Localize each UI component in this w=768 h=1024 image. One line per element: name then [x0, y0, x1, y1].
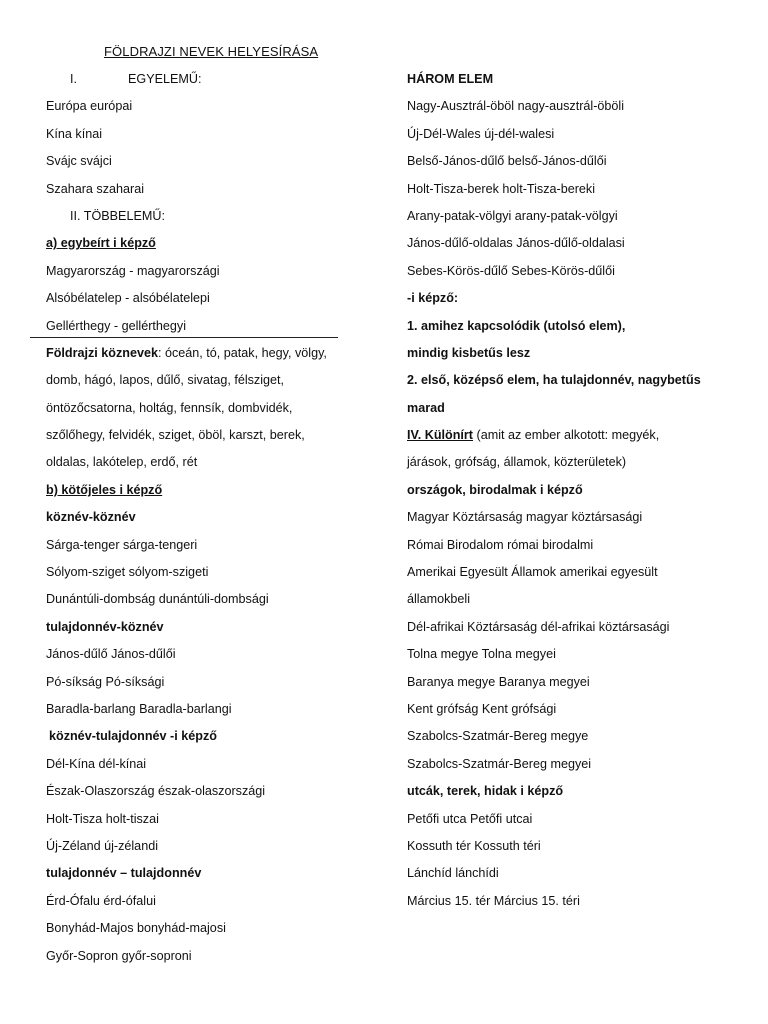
list-item: Svájc svájci	[46, 154, 112, 169]
list-item: Gellérthegy - gellérthegyi	[46, 318, 187, 333]
koznevek-line	[46, 340, 338, 367]
list-item: Érd-Ófalu érd-ófalui	[46, 893, 156, 908]
section-4-line	[407, 422, 727, 449]
list-item: Arany-patak-völgyi arany-patak-völgyi	[407, 208, 618, 223]
list-item: Dél-Kína dél-kínai	[46, 756, 147, 771]
list-item: Tolna megye Tolna megyei	[407, 647, 556, 662]
group-heading: köznév-tulajdonnév -i képző	[49, 729, 217, 744]
rule-1-continued: mindig kisbetűs lesz	[407, 345, 531, 360]
list-item: Új-Zéland új-zélandi	[46, 838, 158, 853]
section-1-number: I.	[70, 72, 77, 86]
right-column	[407, 66, 727, 915]
list-item: Kent grófság Kent grófsági	[407, 701, 557, 716]
list-item: Szabolcs-Szatmár-Bereg megye	[407, 729, 589, 744]
koznevek-line: domb, hágó, lapos, dűlő, sivatag, félsziget,	[46, 373, 285, 388]
group-heading: tulajdonnév-köznév	[46, 619, 164, 634]
list-item: Sólyom-sziget sólyom-szigeti	[46, 565, 209, 580]
list-item: Bonyhád-Majos bonyhád-majosi	[46, 921, 226, 936]
left-column	[46, 66, 338, 970]
list-item: Kossuth tér Kossuth téri	[407, 838, 541, 853]
list-item: Amerikai Egyesült Államok amerikai egyesült	[407, 565, 658, 580]
list-item: Szabolcs-Szatmár-Bereg megyei	[407, 756, 592, 771]
document-title: FÖLDRAJZI NEVEK HELYESÍRÁSA	[104, 44, 319, 59]
koznevek-line: oldalas, lakótelep, erdő, rét	[46, 455, 198, 470]
list-item: Sebes-Körös-dűlő Sebes-Körös-dűlői	[407, 263, 615, 278]
group-heading: köznév-köznév	[46, 510, 136, 525]
list-item: Sárga-tenger sárga-tengeri	[46, 537, 198, 552]
list-item: Magyarország - magyarországi	[46, 263, 220, 278]
koznevek-text: : óceán, tó, patak, hegy, völgy,	[157, 345, 327, 360]
subsection-b-heading: b) kötőjeles i képző	[46, 482, 163, 497]
section-4-text: (amit az ember alkotott: megyék,	[473, 428, 660, 443]
rule-2: 2. első, középső elem, ha tulajdonnév, nagybetűs	[407, 373, 701, 388]
list-item: János-dűlő-oldalas János-dűlő-oldalasi	[407, 236, 625, 251]
list-item: Március 15. tér Március 15. téri	[407, 893, 580, 908]
section-2-heading: II. TÖBBELEMŰ:	[70, 208, 165, 223]
list-item: Baranya megye Baranya megyei	[407, 674, 590, 689]
list-item: Kína kínai	[46, 126, 103, 141]
subsection-a-heading: a) egybeírt i képző	[46, 236, 156, 251]
section-1-heading	[46, 66, 338, 93]
section-1-label: EGYELEMŰ:	[128, 72, 202, 86]
list-item: Petőfi utca Petőfi utcai	[407, 811, 533, 826]
rule-2-continued: marad	[407, 400, 445, 415]
list-item: Dunántúli-dombság dunántúli-dombsági	[46, 592, 269, 607]
section-4-heading: IV. Különírt	[407, 428, 474, 443]
koznevek-line: öntözőcsatorna, holtág, fennsík, dombvidék,	[46, 400, 293, 415]
list-item: Európa európai	[46, 99, 133, 114]
list-item: Dél-afrikai Köztársaság dél-afrikai köztársasági	[407, 619, 670, 634]
rule-1: 1. amihez kapcsolódik (utolsó elem),	[407, 318, 626, 333]
list-item: Lánchíd lánchídi	[407, 866, 499, 881]
list-item: Pó-síkság Pó-síksági	[46, 674, 165, 689]
i-kepzo-heading: -i képző:	[407, 291, 459, 306]
list-item: Új-Dél-Wales új-dél-walesi	[407, 126, 555, 141]
list-item: Magyar Köztársaság magyar köztársasági	[407, 510, 643, 525]
list-item: János-dűlő János-dűlői	[46, 647, 176, 662]
list-item: Baradla-barlang Baradla-barlangi	[46, 701, 232, 716]
list-item: Győr-Sopron győr-soproni	[46, 948, 192, 963]
orszagok-heading: országok, birodalmak i képző	[407, 482, 583, 497]
harom-elem-heading: HÁROM ELEM	[407, 72, 494, 86]
list-item: Római Birodalom római birodalmi	[407, 537, 594, 552]
list-item: Nagy-Ausztrál-öböl nagy-ausztrál-öböli	[407, 99, 624, 114]
utcak-heading: utcák, terek, hidak i képző	[407, 784, 564, 799]
list-item: Holt-Tisza-berek holt-Tisza-bereki	[407, 181, 596, 196]
list-item: Belső-János-dűlő belső-János-dűlői	[407, 154, 607, 169]
list-item: Alsóbélatelep - alsóbélatelepi	[46, 291, 210, 306]
group-heading: tulajdonnév – tulajdonnév	[46, 866, 202, 881]
koznevek-label: Földrajzi köznevek	[46, 345, 158, 360]
list-item: Holt-Tisza holt-tiszai	[46, 811, 159, 826]
list-item: államokbeli	[407, 592, 470, 607]
list-item: Észak-Olaszország észak-olaszországi	[46, 784, 266, 799]
section-4-text-continued: járások, grófság, államok, közterületek)	[407, 455, 627, 470]
koznevek-line: szőlőhegy, felvidék, sziget, öböl, karszt, berek,	[46, 428, 305, 443]
list-item: Szahara szaharai	[46, 181, 145, 196]
